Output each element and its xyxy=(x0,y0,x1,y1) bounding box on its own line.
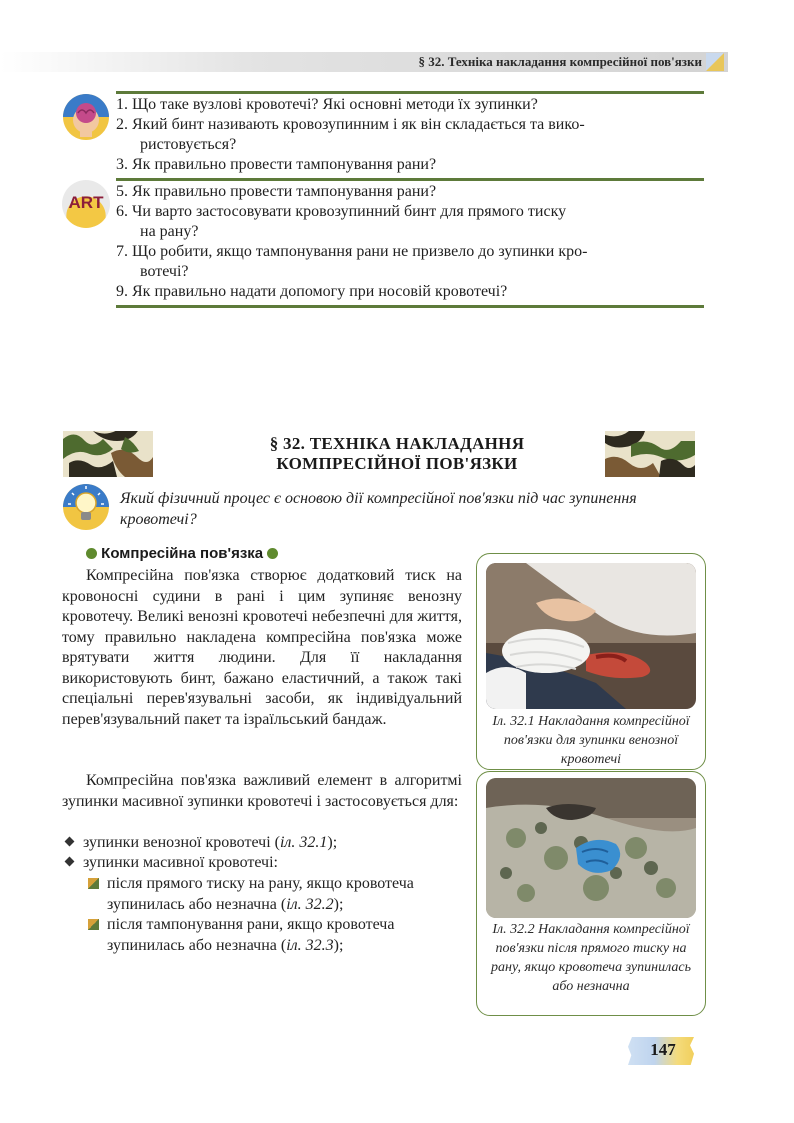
list-item: зупинки масивної кровотечі: xyxy=(66,853,466,874)
figure-ref: іл. 32.2 xyxy=(286,895,334,913)
question-9: 9. Як правильно надати допомогу при носовій кровотечі? xyxy=(116,283,508,300)
green-dot-left xyxy=(86,548,97,559)
brain-head-icon xyxy=(62,93,110,141)
page-number: 147 xyxy=(650,1040,676,1059)
questions-bottom-rule xyxy=(116,305,704,308)
figure-32-2 xyxy=(476,771,706,1016)
subheading xyxy=(86,545,278,562)
paragraph-1-text: Компресійна пов'язка створює додатковий тиск на кровоносні судини в рані і цим зупиняє венозну кровотечу. Великі венозні кровотечі небезпечні для життя, тому правильно накладена компресійна пов'язка може врятувати життя людини. Для її накладання використовують бинт, бажано еластичний, а також такі спеціальні перев'язувальні засоби, як індивідуальний перев'язувальний пакет та ізраїльський бандаж. xyxy=(62,567,462,728)
questions-top-rule xyxy=(116,91,704,94)
subheading-text: Компресійна пов'язка xyxy=(101,545,264,562)
question-7-cont: вотечі? xyxy=(140,263,189,280)
figure-32-1 xyxy=(476,553,706,770)
art-icon xyxy=(62,180,110,228)
diamond-bullet-icon xyxy=(65,857,75,867)
paragraph-2 xyxy=(62,771,462,812)
figure-ref: іл. 32.1 xyxy=(279,834,328,851)
list-item: зупинки венозної кровотечі (іл. 32.1); xyxy=(66,833,466,854)
question-2-cont: ристовується? xyxy=(140,136,237,153)
figure-ref: іл. 32.3 xyxy=(286,936,334,954)
header-corner-mark xyxy=(706,53,724,71)
question-2: 2. Який бинт називають кровозупинним і як він складається та вико- xyxy=(116,116,585,133)
question-6-cont: на рану? xyxy=(140,223,199,240)
art-icon-label: ART xyxy=(68,193,104,212)
diamond-bullet-icon xyxy=(65,837,75,847)
running-header-title: § 32. Техніка накладання компресійної пов'язки xyxy=(418,54,702,69)
questions-group-b xyxy=(116,182,706,302)
sub-list-item: після прямого тиску на рану, якщо кровотеча зупинилась або незначна (іл. 32.2); xyxy=(88,874,466,915)
section-title-line1: § 32. ТЕХНІКА НАКЛАДАННЯ xyxy=(269,434,525,453)
intro-question: Який фізичний процес є основою дії компресійної пов'язки під час зупинення кровотечі? xyxy=(120,490,637,528)
question-6: 6. Чи варто застосовувати кровозупинний бинт для прямого тиску xyxy=(116,203,567,220)
sub-list-item: після тампонування рани, якщо кровотеча зупинилась або незначна (іл. 32.3); xyxy=(88,915,466,956)
camo-decoration-right xyxy=(605,431,695,477)
question-7: 7. Що робити, якщо тампонування рани не призвело до зупинки кро- xyxy=(116,243,588,260)
square-bullet-icon xyxy=(88,919,99,930)
paragraph-1 xyxy=(62,566,462,730)
bandage-hand-photo xyxy=(486,563,696,709)
lightbulb-icon xyxy=(62,483,110,531)
questions-mid-rule xyxy=(116,178,704,181)
figure-32-2-caption: Іл. 32.2 Накладання компресійної пов'язки після прямого тиску на рану, якщо кровотеча зупинилась або незначна xyxy=(491,922,691,994)
question-5: 5. Як правильно провести тампонування рани? xyxy=(116,183,437,200)
green-dot-right xyxy=(267,548,278,559)
section-title xyxy=(180,434,614,474)
paragraph-2-text: Компресійна пов'язка важливий елемент в алгоритмі зупинки масивної зупинки кровотечі і застосовується для: xyxy=(62,772,462,810)
figure-32-1-caption: Іл. 32.1 Накладання компресійної пов'язки для зупинки венозної кровотечі xyxy=(492,714,690,767)
question-3: 3. Як правильно провести тампонування рани? xyxy=(116,156,437,173)
section-title-line2: КОМПРЕСІЙНОЇ ПОВ'ЯЗКИ xyxy=(276,454,518,473)
camouflage-soldier-photo xyxy=(486,778,696,918)
camo-decoration-left xyxy=(63,431,153,477)
square-bullet-icon xyxy=(88,878,99,889)
questions-group-a xyxy=(116,95,706,175)
question-1: 1. Що таке вузлові кровотечі? Які основні методи їх зупинки? xyxy=(116,96,538,113)
